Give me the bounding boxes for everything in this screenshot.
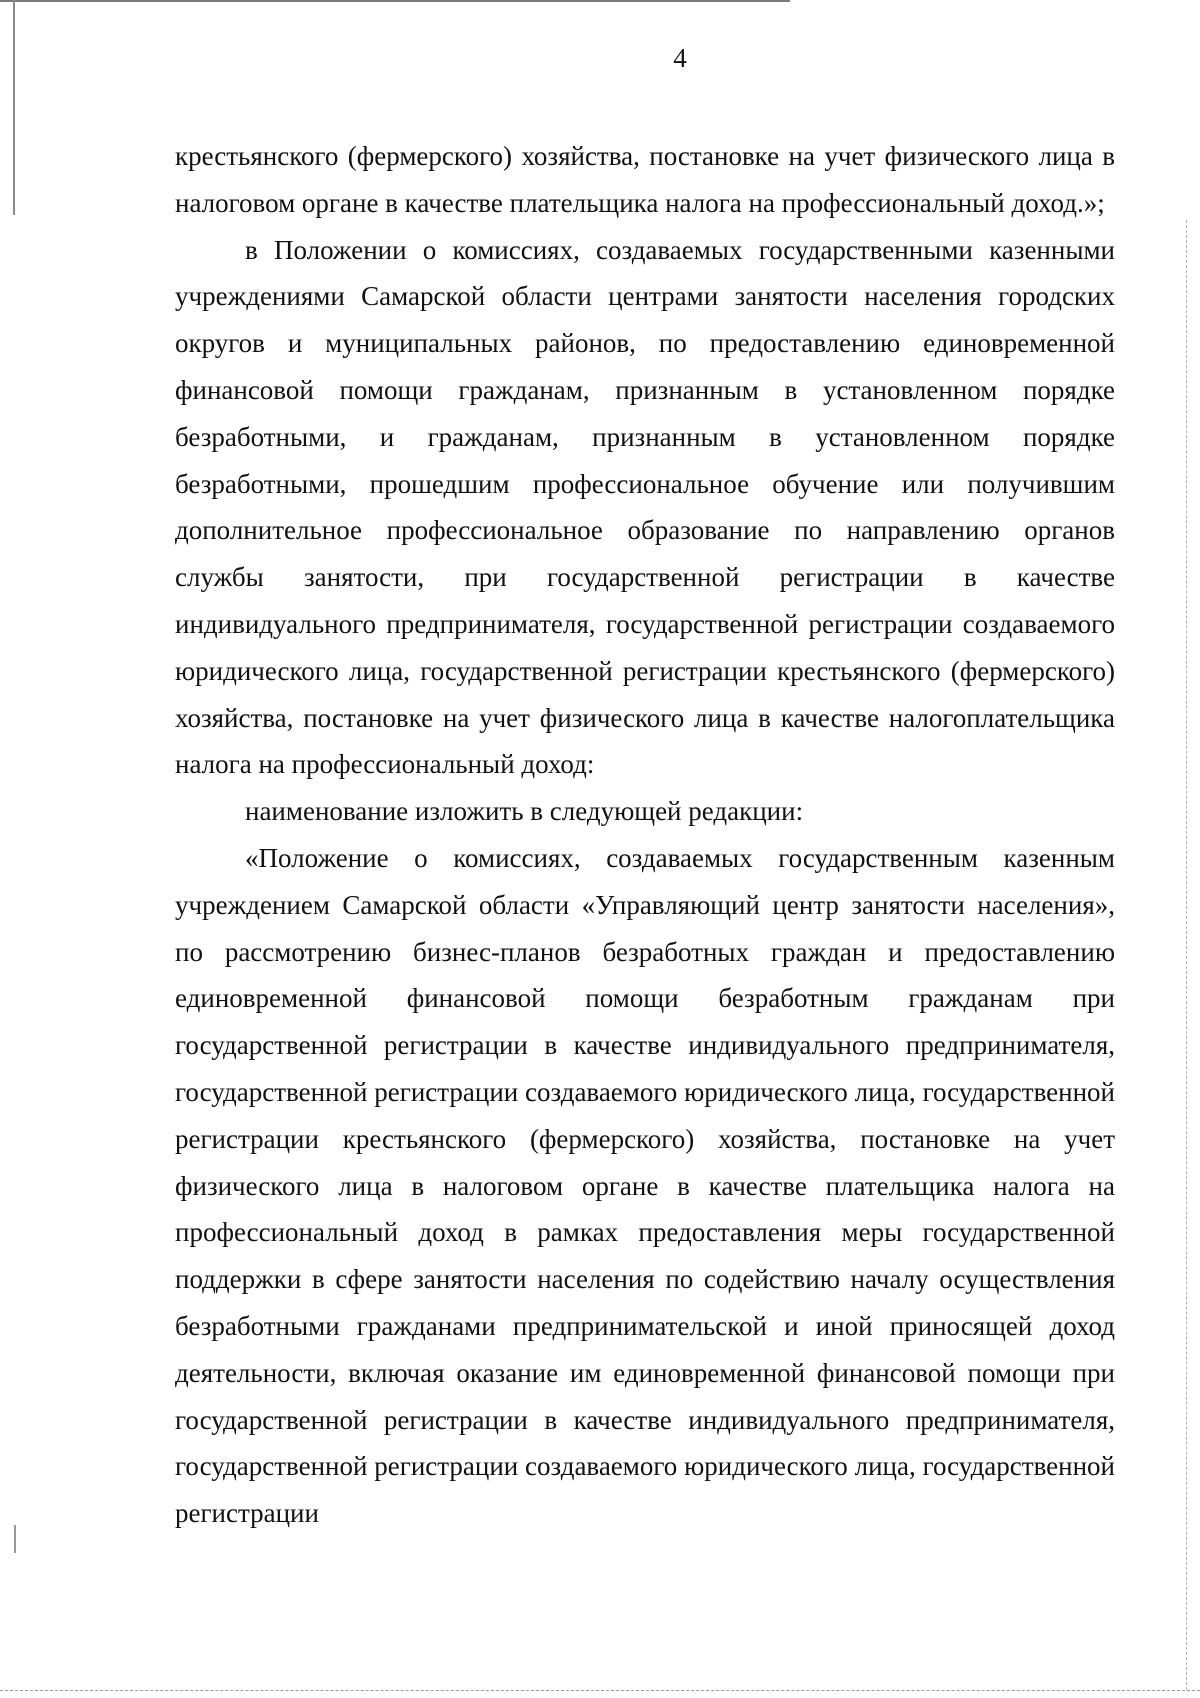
- paragraph-4: «Положение о комиссиях, создаваемых государственным казенным учреждением Самарской области «Управляющий центр занятости населения», по рассмотрению бизнес-планов безработных граждан и предоставлению единовременной финансовой помощи безработным гражданам при государственной регистрации в качестве индивидуального предпринимателя, государственной регистрации создаваемого юридического лица, государственной регистрации крестьянского (фермерского) хозяйства, постановке на учет физического лица в налоговом органе в качестве плательщика налога на профессиональный доход в рамках предоставления меры государственной поддержки в сфере занятости населения по содействию началу осуществления безработными гражданами предпринимательской и иной приносящей доход деятельности, включая оказание им единовременной финансовой помощи при государственной регистрации в качестве индивидуального предпринимателя, государственной регистрации создаваемого юридического лица, государственной регистрации: [175, 842, 1115, 1529]
- paragraph-1: крестьянского (фермерского) хозяйства, постановке на учет физического лица в налоговом органе в качестве плательщика налога на профессиональный доход.»;: [175, 141, 1115, 218]
- document-body: [175, 133, 1115, 1537]
- scan-edge-top: [0, 0, 790, 2]
- scan-edge-right: [1186, 220, 1187, 1690]
- scan-edge-bottom: [0, 1690, 1200, 1691]
- paragraph-3: наименование изложить в следующей редакции:: [245, 796, 804, 827]
- paragraph-2: в Положении о комиссиях, создаваемых государственными казенными учреждениями Самарской области центрами занятости населения городских округов и муниципальных районов, по предоставлению единовременной финансовой помощи гражданам, признанным в установленном порядке безработными, и гражданам, признанным в установленном порядке безработными, прошедшим профессиональное обучение или получившим дополнительное профессиональное образование по направлению органов службы занятости, при государственной регистрации в качестве индивидуального предпринимателя, государственной регистрации создаваемого юридического лица, государственной регистрации крестьянского (фермерского) хозяйства, постановке на учет физического лица в качестве налогоплательщика налога на профессиональный доход:: [175, 234, 1115, 780]
- page-number: 4: [673, 43, 687, 73]
- scan-mark-left: [14, 1525, 16, 1553]
- scan-edge-left: [13, 0, 15, 215]
